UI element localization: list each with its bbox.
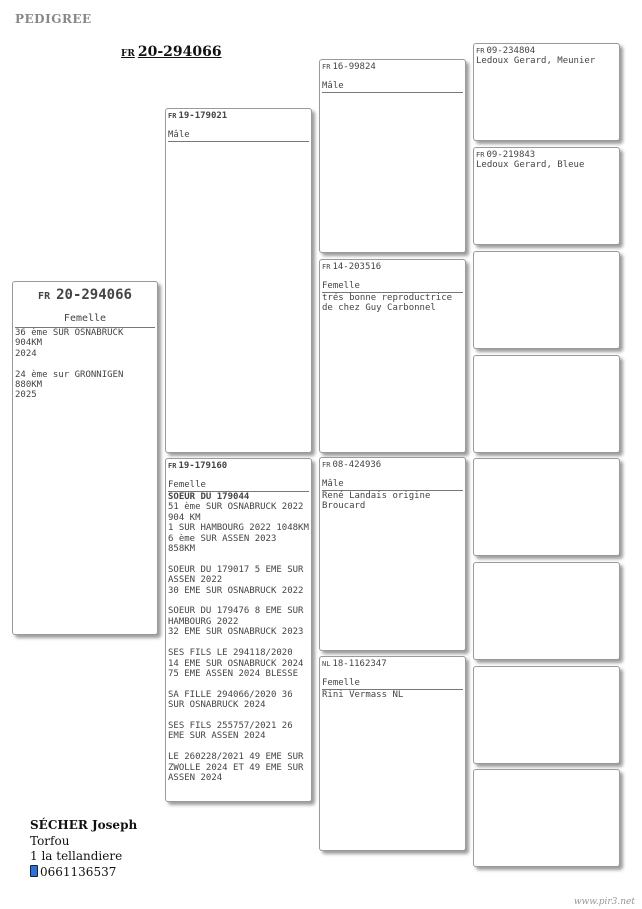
dam-dam-ring: NL 18-1162347: [322, 659, 387, 669]
great-grandparent-ring: FR 09-234804: [476, 46, 536, 56]
sire-sire-card[interactable]: [319, 59, 466, 253]
owner-phone: 0661136537: [40, 864, 117, 879]
dam-sire-card[interactable]: [319, 457, 466, 651]
dam-sex: Femelle: [168, 480, 309, 492]
dam-dam-sex: Femelle: [322, 678, 463, 690]
great-grandparent-card-empty[interactable]: [473, 562, 620, 660]
great-grandparent-notes: Ledoux Gerard, Meunier: [476, 56, 596, 66]
owner-info: [30, 818, 137, 880]
sire-dam-notes: trés bonne reproductrice de chez Guy Carbonnel: [322, 293, 453, 314]
dam-sire-notes: René Landais origine Broucard: [322, 491, 431, 512]
dam-dam-notes: Rini Vermass NL: [322, 690, 404, 700]
subject-card[interactable]: [12, 281, 158, 635]
great-grandparent-card[interactable]: [473, 147, 620, 245]
great-grandparent-ring: FR 09-219843: [476, 150, 536, 160]
title-ring: 20-294066: [137, 44, 222, 60]
sire-dam-ring: FR 14-203516: [322, 262, 382, 272]
pedigree-header: PEDIGREE: [15, 12, 92, 26]
great-grandparent-notes: Ledoux Gerard, Bleue: [476, 160, 585, 170]
subject-ring-number: 20-294066: [56, 287, 132, 303]
subject-notes: 36 ème SUR OSNABRUCK 904KM 2024 24 ème sur GRONNIGEN 880KM 2025: [15, 328, 124, 401]
page-title: [121, 44, 222, 60]
title-country: FR: [121, 49, 135, 59]
sire-dam-card[interactable]: [319, 259, 466, 453]
sire-ring-number: 19-179021: [178, 111, 228, 121]
subject-country: FR: [38, 291, 51, 302]
sire-country: FR: [168, 112, 177, 120]
great-grandparent-card[interactable]: [473, 43, 620, 141]
great-grandparent-card-empty[interactable]: [473, 251, 620, 349]
owner-phone-row: [30, 865, 137, 881]
great-grandparent-card-empty[interactable]: [473, 458, 620, 556]
sire-sex: Mâle: [168, 130, 309, 142]
dam-dam-card[interactable]: [319, 656, 466, 851]
dam-notes: 51 ème SUR OSNABRUCK 2022 904 KM 1 SUR HAMBOURG 2022 1048KM 6 ème SUR ASSEN 2023 858KM SOEUR DU 179017 5 EME SUR ASSEN 2022 30 EME SUR OSNABRUCK 2022 SOEUR DU 179476 8 EME SUR HAMBOURG 2022 32 EME SUR OSNABRUCK 2023 SES FILS LE 294118/2020 14 EME SUR OSNABRUCK 2024 75 EME ASSEN 2024 BLESSE SA FILLE 294066/2020 36 SUR OSNABRUCK 2024 SES FILS 255757/2021 26 EME SUR ASSEN 2024 LE 260228/2021 49 EME SUR ZWOLLE 2024 ET 49 EME SUR ASSEN 2024: [168, 502, 309, 783]
great-grandparent-card-empty[interactable]: [473, 355, 620, 453]
sire-card[interactable]: [165, 108, 312, 453]
owner-address: 1 la tellandiere: [30, 849, 123, 863]
dam-sire-sex: Mâle: [322, 479, 463, 491]
great-grandparent-card-empty[interactable]: [473, 666, 620, 764]
watermark: www.pir3.net: [573, 897, 635, 907]
dam-sire-ring: FR 08-424936: [322, 460, 382, 470]
dam-country: FR: [168, 462, 177, 470]
mobile-phone-icon: [30, 865, 38, 877]
sire-sire-sex: Mâle: [322, 81, 463, 93]
subject-sex: Femelle: [15, 313, 155, 328]
dam-ring: [168, 461, 309, 471]
sire-ring: [168, 111, 309, 121]
subject-ring: [15, 287, 155, 303]
owner-name: SÉCHER Joseph: [30, 818, 138, 832]
owner-city: Torfou: [30, 833, 70, 848]
dam-notes-heading: SOEUR DU 179044: [168, 492, 250, 502]
dam-ring-number: 19-179160: [178, 461, 228, 471]
sire-sire-ring: FR 16-99824: [322, 62, 376, 72]
dam-card[interactable]: [165, 458, 312, 802]
great-grandparent-card-empty[interactable]: [473, 769, 620, 867]
sire-dam-sex: Femelle: [322, 281, 463, 293]
